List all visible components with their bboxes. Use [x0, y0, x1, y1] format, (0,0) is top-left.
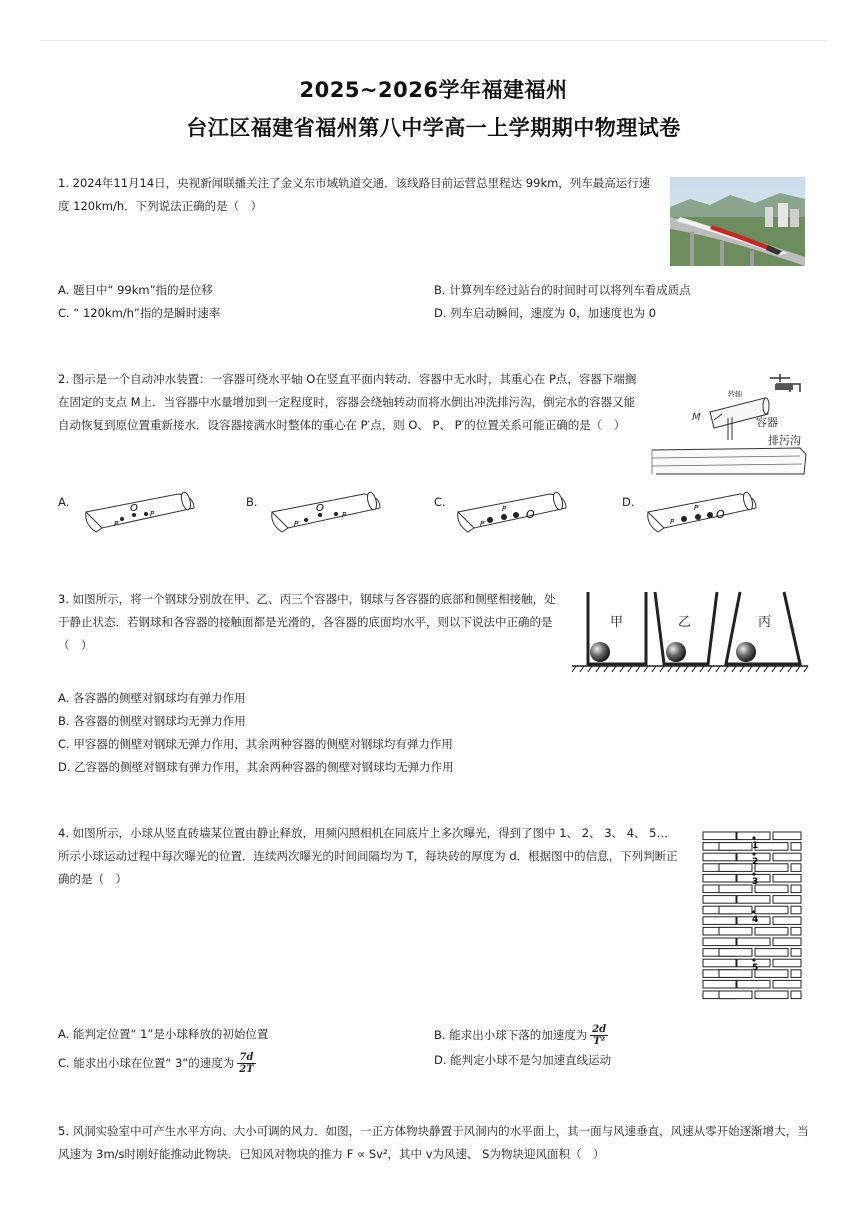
flush-device-figure	[650, 370, 808, 478]
question-2-option-d-label[interactable]: D.	[622, 495, 635, 509]
svg-text:P′: P′	[114, 520, 120, 528]
brick	[791, 843, 801, 851]
brick	[773, 853, 801, 861]
brick	[719, 991, 752, 999]
question-3-option-d[interactable]: D. 乙容器的侧壁对钢球有弹力作用，其余两种容器的侧壁对钢球均无弹力作用	[58, 760, 454, 774]
brick	[737, 938, 770, 946]
ball-mark	[752, 958, 755, 961]
brick-wall-figure	[700, 828, 804, 1008]
brick	[719, 949, 752, 957]
three-containers-figure	[570, 588, 810, 674]
brick	[773, 896, 801, 904]
svg-text:O: O	[526, 508, 535, 521]
question-2-option-c-label[interactable]: C.	[434, 495, 446, 509]
train-photo	[670, 177, 805, 266]
brick	[703, 832, 736, 840]
svg-text:O: O	[316, 503, 324, 514]
question-2-option-a-label[interactable]: A.	[58, 495, 70, 509]
svg-text:P: P	[670, 518, 675, 526]
page-title-line2: 台江区福建省福州第八中学高一上学期期中物理试卷	[186, 116, 681, 140]
svg-text:P′: P′	[294, 520, 300, 528]
question-3-option-a[interactable]: A. 各容器的侧壁对钢球均有弹力作用	[58, 691, 246, 705]
brick	[719, 927, 752, 935]
brick	[791, 991, 801, 999]
fraction-7d-over-2t: $\frac{7d}{2T}$	[239, 1052, 254, 1075]
brick	[737, 896, 770, 904]
brick	[703, 917, 736, 925]
ditch-label: 排污沟	[768, 434, 801, 447]
container-yi-label: 乙	[678, 615, 692, 630]
brick	[773, 917, 801, 925]
question-3-stem: 3. 如图所示，将一个钢球分别放在甲、乙、丙三个容器中，钢球与各容器的底部和侧壁相接触，处于静止状态．若钢球和各容器的接触面都是光滑的，各容器的底面均水平，则以下说法中正确的是（ ）	[58, 592, 556, 652]
ball-mark	[752, 910, 755, 913]
brick	[719, 843, 752, 851]
brick	[755, 885, 788, 893]
brick	[791, 970, 801, 978]
svg-text:O: O	[130, 503, 138, 514]
brick	[755, 970, 788, 978]
option-d-container[interactable]	[644, 490, 762, 538]
question-3-option-c[interactable]: C. 甲容器的侧壁对钢球无弹力作用，其余两种容器的侧壁对钢球均有弹力作用	[58, 737, 453, 751]
brick	[703, 959, 736, 967]
brick	[703, 980, 736, 988]
option-a-container[interactable]	[82, 490, 200, 538]
support-m-label: M	[692, 412, 701, 423]
svg-text:P: P	[502, 505, 507, 513]
brick	[755, 864, 788, 872]
question-1-option-d[interactable]: D. 列车启动瞬间，速度为 0，加速度也为 0	[434, 306, 657, 320]
svg-text:P: P	[342, 511, 347, 519]
brick	[773, 980, 801, 988]
svg-text:P′: P′	[480, 520, 486, 528]
header-divider	[40, 40, 827, 41]
fraction-2d-over-t2: $\frac{2d}{\text{T²}}$	[592, 1024, 607, 1047]
brick	[755, 991, 788, 999]
question-1-option-b[interactable]: B. 计算列车经过站台的时间时可以将列车看成质点	[434, 283, 691, 297]
brick	[755, 927, 788, 935]
ball-position-3: 3	[752, 877, 759, 887]
brick	[719, 885, 752, 893]
question-3-option-b[interactable]: B. 各容器的侧壁对钢球均无弹力作用	[58, 714, 246, 728]
question-2-stem: 2. 图示是一个自动冲水装置：一容器可绕水平轴 O在竖直平面内转动．容器中无水时，其重心在 P点，容器下端搁在固定的支点 M上．当容器中水量增加到一定程度时，容器会绕轴转动而将水倒出冲洗排污沟，倒完水的容器又能自动恢复到原位置重新接水．设容器接满水时整体的重心在 P′点，则 O、 P、 P′的位置关系可能正确的是（ ）	[58, 372, 637, 432]
question-1-option-a[interactable]: A. 题目中“ 99km”指的是位移	[58, 283, 214, 297]
ball-position-2: 2	[752, 857, 759, 867]
brick	[791, 927, 801, 935]
brick	[719, 970, 752, 978]
ball-mark	[752, 836, 755, 839]
question-2-option-b-label[interactable]: B.	[246, 495, 258, 509]
brick	[755, 949, 788, 957]
svg-text:P′: P′	[694, 504, 700, 512]
ball-mark	[752, 852, 755, 855]
brick	[703, 874, 736, 882]
axis-label: 转轴	[728, 390, 742, 398]
svg-text:P: P	[150, 510, 155, 518]
question-4-option-a[interactable]: A. 能判定位置“ 1”是小球释放的初始位置	[58, 1027, 269, 1041]
svg-text:O: O	[716, 508, 725, 521]
question-1-option-c[interactable]: C. “ 120km/h”指的是瞬时速率	[58, 306, 221, 320]
brick	[703, 896, 736, 904]
container-jia-label: 甲	[610, 615, 624, 630]
question-4-option-b[interactable]: B. 能求出小球下落的加速度为 $\frac{2d}{\text{T²}}$	[434, 1024, 607, 1047]
option-c-container[interactable]	[454, 490, 572, 538]
question-4-option-c[interactable]: C. 能求出小球在位置“ 3”的速度为 $\frac{7d}{2T}$	[58, 1052, 254, 1075]
ball-position-1: 1	[752, 841, 759, 851]
brick	[791, 949, 801, 957]
ball-position-4: 4	[752, 915, 759, 925]
question-5-stem: 5. 风洞实验室中可产生水平方向、大小可调的风力．如图，一正方体物块静置于风洞内的水平面上，其一面与风速垂直，风速从零开始逐渐增大，当风速为 3m/s时刚好能推动此物块．已知风对物块的推力 F ∝ Sv²，其中 v为风速、 S为物块迎风面积（ ）	[58, 1124, 809, 1161]
brick	[773, 959, 801, 967]
container-bing-label: 丙	[758, 615, 772, 630]
ball-mark	[752, 872, 755, 875]
brick	[773, 938, 801, 946]
brick	[719, 864, 752, 872]
brick	[755, 843, 788, 851]
brick	[703, 938, 736, 946]
question-1-stem: 1. 2024年11月14日，央视新闻联播关注了金义东市域轨道交通．该线路目前运营总里程达 99km，列车最高运行速度 120km/h．下列说法正确的是（ ）	[58, 176, 651, 213]
brick	[755, 906, 788, 914]
brick	[703, 853, 736, 861]
brick	[773, 874, 801, 882]
brick	[791, 906, 801, 914]
brick	[737, 980, 770, 988]
brick	[791, 864, 801, 872]
option-b-container[interactable]	[268, 490, 386, 538]
question-4-option-d[interactable]: D. 能判定小球不是匀加速直线运动	[434, 1053, 612, 1067]
page-title-line1: 2025~2026学年福建福州	[299, 78, 568, 102]
question-4-stem: 4. 如图所示，小球从竖直砖墙某位置由静止释放，用频闪照相机在同底片上多次曝光，得到了图中 1、 2、 3、 4、 5…所示小球运动过程中每次曝光的位置．连续两次曝光的时间间隔均为 T，每块砖的厚度为 d．根据图中的信息，下列判断正确的是（ ）	[58, 826, 678, 886]
brick	[773, 832, 801, 840]
ball-position-5: 5	[752, 963, 759, 973]
container-label: 容器	[756, 416, 778, 429]
brick	[719, 906, 752, 914]
brick	[791, 885, 801, 893]
